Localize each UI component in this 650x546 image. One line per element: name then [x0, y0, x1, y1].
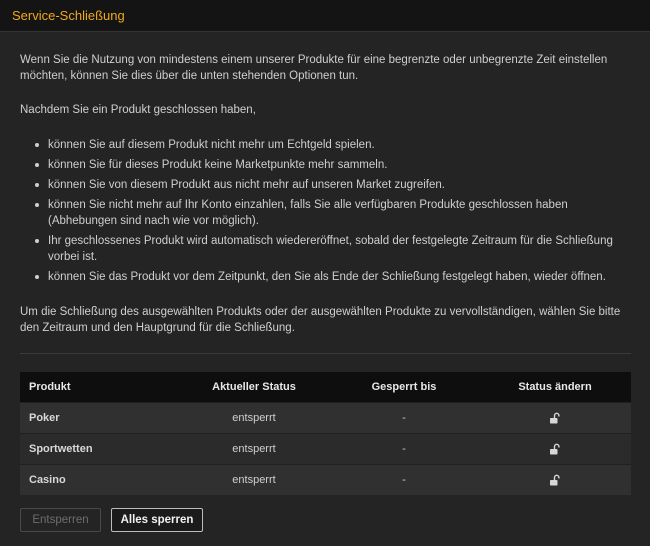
instruction-paragraph: Um die Schließung des ausgewählten Produkts oder der ausgewählten Produkte zu vervollständigen, wählen Sie bitte den Zeitraum und den Hauptgrund für die Schließung. — [20, 306, 621, 334]
column-header-product: Produkt — [20, 372, 179, 403]
unlocked-padlock-icon[interactable] — [549, 412, 561, 424]
list-item: können Sie für dieses Produkt keine Marketpunkte mehr sammeln. — [20, 157, 632, 173]
list-item: können Sie nicht mehr auf Ihr Konto einzahlen, falls Sie alle verfügbaren Produkte geschlossen haben (Abhebungen sind nach wie vor möglich). — [20, 197, 632, 229]
product-name: Casino — [20, 465, 179, 496]
current-status: entsperrt — [179, 465, 329, 496]
page-title: Service-Schließung — [12, 8, 125, 23]
product-name: Sportwetten — [20, 434, 179, 465]
intro-paragraph: Wenn Sie die Nutzung von mindestens einem unserer Produkte für eine begrenzte oder unbegrenzte Zeit einstellen möchten, können Sie dies über die unten stehenden Optionen tun. — [20, 54, 608, 82]
list-item: können Sie das Produkt vor dem Zeitpunkt, den Sie als Ende der Schließung festgelegt haben, wieder öffnen. — [20, 269, 632, 285]
lock-all-button[interactable]: Alles sperren — [111, 508, 203, 532]
divider — [20, 353, 631, 354]
column-header-locked-until: Gesperrt bis — [329, 372, 479, 403]
window-header — [0, 0, 650, 32]
current-status: entsperrt — [179, 434, 329, 465]
unlocked-padlock-icon[interactable] — [549, 474, 561, 486]
table-header-row — [20, 372, 631, 403]
current-status: entsperrt — [179, 403, 329, 434]
column-header-change-status: Status ändern — [479, 372, 631, 403]
list-item: Ihr geschlossenes Produkt wird automatisch wiedereröffnet, sobald der festgelegte Zeitraum für die Schließung vorbei ist. — [20, 233, 632, 265]
product-name: Poker — [20, 403, 179, 434]
list-item: können Sie auf diesem Produkt nicht mehr um Echtgeld spielen. — [20, 137, 632, 153]
table-row — [20, 434, 631, 465]
unlock-button[interactable]: Entsperren — [20, 508, 101, 532]
table-row — [20, 403, 631, 434]
content-panel — [0, 32, 650, 546]
products-table — [20, 372, 631, 495]
locked-until: - — [329, 434, 479, 465]
consequence-list — [20, 137, 632, 289]
unlocked-padlock-icon[interactable] — [549, 443, 561, 455]
locked-until: - — [329, 403, 479, 434]
locked-until: - — [329, 465, 479, 496]
list-item: können Sie von diesem Produkt aus nicht mehr auf unseren Market zugreifen. — [20, 177, 632, 193]
column-header-status: Aktueller Status — [179, 372, 329, 403]
table-row — [20, 465, 631, 496]
after-closing-paragraph: Nachdem Sie ein Produkt geschlossen haben, — [20, 104, 256, 116]
